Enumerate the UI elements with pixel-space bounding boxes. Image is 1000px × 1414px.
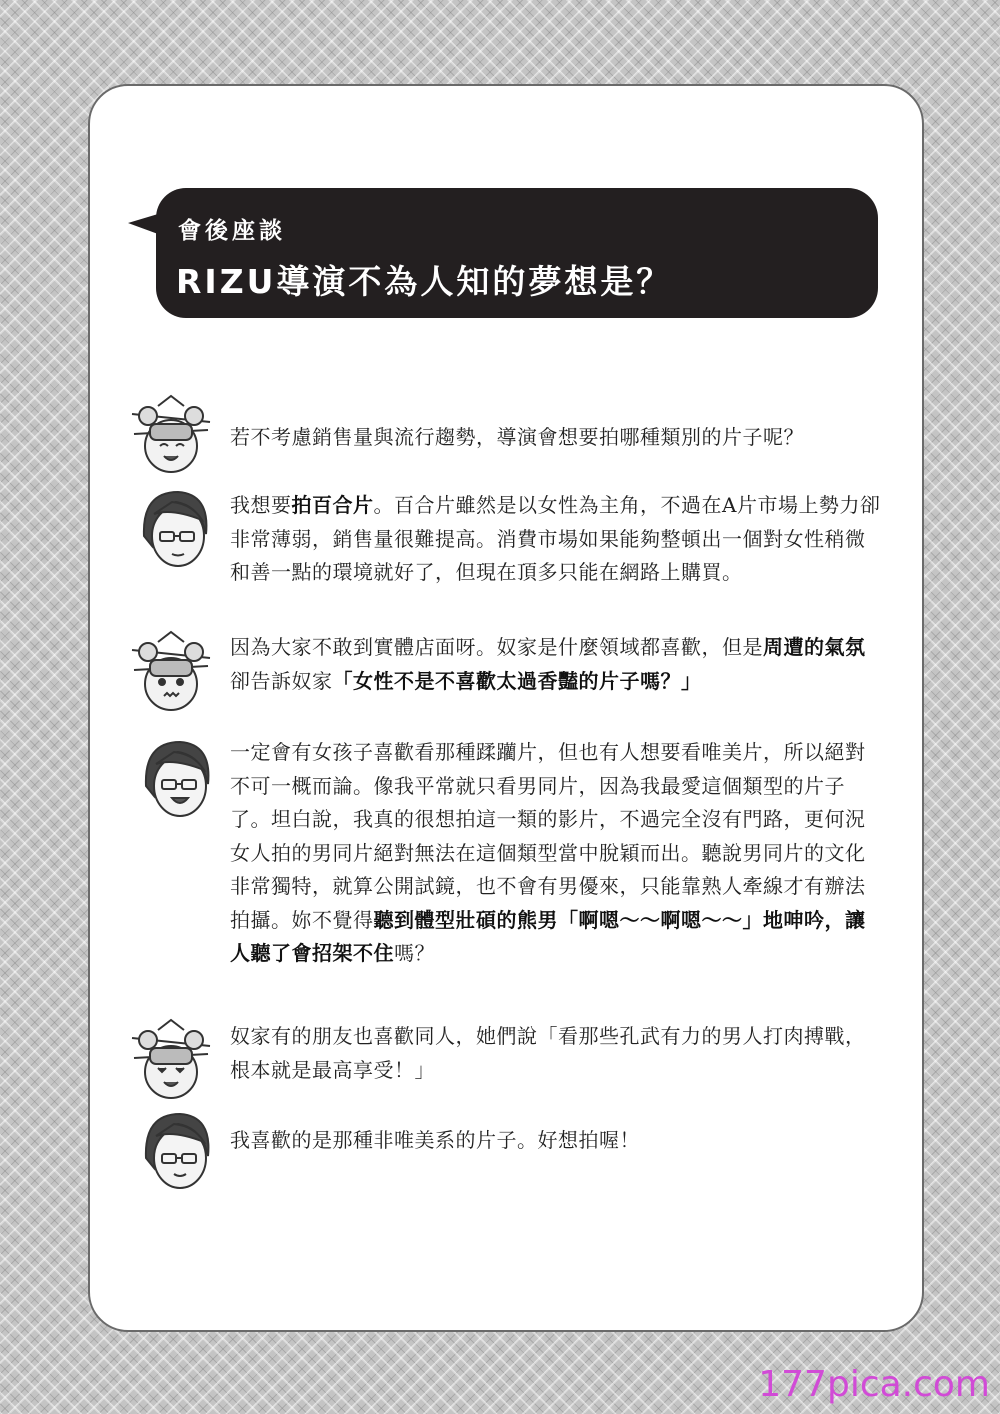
dialogue-line-3 [230, 631, 882, 698]
dialogue-text: 我喜歡的是那種非唯美系的片子。好想拍喔！ [230, 1128, 640, 1152]
dialogue-text: 卻告訴奴家 [230, 668, 333, 693]
page-title: RIZU導演不為人知的夢想是？ [176, 262, 673, 301]
director-avatar-1 [132, 486, 218, 572]
watermark: 177pica.com [758, 1364, 990, 1405]
dialogue-line-1 [230, 421, 882, 455]
dialogue-line-2 [230, 489, 882, 590]
director-avatar-2 [134, 736, 220, 822]
dialogue-line-6 [230, 1124, 882, 1158]
dialogue-line-4 [230, 736, 882, 971]
dialogue-emphasis: 周遭的氣氛 [763, 635, 866, 659]
dialogue-emphasis: 「女性不是不喜歡太過香豔的片子嗎？」 [332, 668, 702, 693]
dialogue-text: 我想要 [230, 493, 292, 517]
director-avatar-3 [134, 1108, 220, 1194]
dialogue-line-5 [230, 1020, 882, 1087]
host-avatar-3 [128, 1018, 214, 1104]
header-bubble-tail [128, 214, 158, 234]
host-avatar-2 [128, 630, 214, 716]
host-avatar-1 [128, 394, 214, 480]
dialogue-text: 因為大家不敢到實體店面呀。奴家是什麼領域都喜歡，但是 [230, 635, 763, 659]
header-kicker: 會後座談 [178, 218, 286, 244]
dialogue-text: 奴家有的朋友也喜歡同人，她們說「看那些孔武有力的男人打肉搏戰，根本就是最高享受！」 [230, 1024, 866, 1082]
dialogue-emphasis: 聽到體型壯碩的熊男「啊嗯〜〜啊嗯〜〜」地呻吟，讓人聽了會招架不住 [230, 907, 866, 965]
dialogue-text: 一定會有女孩子喜歡看那種蹂躪片，但也有人想要看唯美片，所以絕對不可一概而論。像我平常就只看男同片，因為我最愛這個類型的片子了。坦白說，我真的很想拍這一類的影片，不過完全沒有門路，更何況女人拍的男同片絕對無法在這個類型當中脫穎而出。聽說男同片的文化非常獨特，就算公開試鏡，也不會有男優來，只能靠熟人牽線才有辦法拍攝。妳不覺得 [230, 740, 866, 932]
dialogue-text: 。百合片雖然是以女性為主角，不過在A片市場上勢力卻非常薄弱，銷售量很難提高。消費市場如果能夠整頓出一個對女性稍微和善一點的環境就好了，但現在頂多只能在網路上購買。 [230, 493, 881, 584]
dialogue-text: 若不考慮銷售量與流行趨勢，導演會想要拍哪種類別的片子呢？ [230, 425, 804, 449]
dialogue-emphasis: 拍百合片 [291, 493, 374, 517]
dialogue-text: 嗎？ [394, 941, 435, 965]
